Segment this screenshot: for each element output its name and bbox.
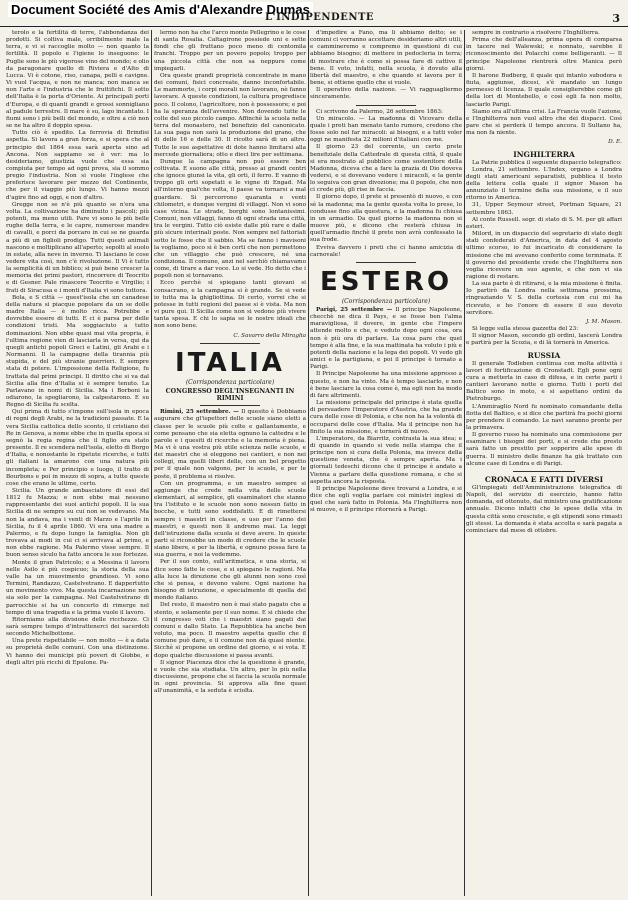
article-paragraph: Ritorniamo alla divisione delle ricchezze. Ci sarà sempre tempo d'intrattenerci dei sacerdoti secondo Michelbottone. — [6, 616, 149, 638]
article-paragraph: L'Ammiraglio Nord fu nominato comandante della flotta del Baltico, e si dice che partirà fra pochi giorni per prendere il comando. Le navi saranno pronte per la primavera. — [466, 403, 622, 431]
letter-intro: Ci scrivono da Palermo, 26 settembre 1863: — [316, 108, 443, 115]
article-paragraph: Evviva davvero i preti che ci hanno amicizia di carnovale! — [310, 244, 462, 258]
section-subheading: (Corrispondenza particolare) — [185, 378, 275, 386]
article-paragraph: Si legge sulla stessa gazzetta del 23: — [472, 326, 579, 333]
article-paragraph: Una prete rispettabile — non molto — è a data su proprietà delle comuni. Con una distinzione. Vi hanno dei municipi più poveri di Giobbe, e degli altri più ricchi di Epulone. Pa- — [6, 638, 149, 666]
article-paragraph: Gl'impiegati dell'Amministrazione telegrafica di Napoli, del servizio di esercizio, hanno fatto domanda, ed ottenuto, dal ministro una gratificazione annuale. Dicono infatti che le spese della vita in questa città sono cresciute, e gli stipendi sono rimasti gli stessi. La domanda è stata accolta e sarà pagata a cominciare dal mese di ottobre. — [466, 484, 622, 534]
author-signature: D. E. — [608, 139, 622, 146]
article-paragraph: Per il suo conto, sull'aritmetica, e una storia, si dice sono fatte le cose, e si spiegano le ragioni. Ma alla luce la direzione che gli alunni non sono così che si pensa, e devono valere. Ogni nazione ha bisogno di istruzione, e specialmente di quella del mondo italiano. — [154, 559, 306, 602]
article-paragraph: Il giorno dopo, il prete si presentò di nuovo, e con sè la madonna; ma la gente questa volta lo prese, lo condusse fino alla questura, e la madonna fu chiusa in un armadio. Da quel giorno la madonna non si muove più, e dicono che resterà chiusa in quell'armadio finchè il prete non avrà confessato la sua frode. — [310, 194, 462, 244]
column-4 — [466, 30, 622, 896]
section-subheading: (Corrispondenza particolare) — [341, 297, 431, 305]
article-paragraph: Il signor Mason, secondo gli ordini, lascerà Londra e partirà per la Scozia, e di là tornerà in America. — [466, 333, 622, 347]
article-paragraph: Il principe Napoleone deve trovarsi a Londra, e si dice che egli voglia parlare coi ministri inglesi di quel che sarà fatto in Polonia. Ma l'Inghilterra non si muove, e il principe ritornerà a Parigi. — [310, 485, 462, 514]
newspaper-masthead: L'INDIPENDENTE — [265, 12, 375, 23]
author-signature: C. Savarro della Miraglia — [233, 332, 306, 339]
article-paragraph: 31, Upper Seymour street, Portman Square, 21 settembre 1863. — [466, 202, 622, 216]
article-paragraph: Londra, 21 settembre. L'Index, organo a Londra degli stati americani separatisti, pubblica il testo della lettera colla quale il signor Mason ha annunziato il termine della sua missione, e il suo ritorno in America. — [466, 166, 622, 202]
article-paragraph: La missione principale del principe è stata quella di persuadere l'imperatore d'Austria, che ha grande cura delle cose di Polonia, e che non ha la volontà di occuparsi delle cose d'Italia. Ma il principe non ha finito la sua missione, e tornerà di nuovo. — [310, 400, 462, 435]
page-number: 3 — [612, 12, 620, 25]
article-paragraph: Il giorno 23 del corrente, un certo prete benefiziale della Cattedrale di questa città, il quale si era mostrato al pubblico come sostenitore della Madonna, diceva che a fare la grazia di Dio doveva vedersi, e si dovevano vedere i miracoli, e la gente lo seguiva con gran divozione; ma il popolo, che non ci crede più, gli rise in faccia. — [310, 144, 462, 194]
article-paragraph: Siamo ora all'ultima crisi. La Francia vuole l'azione, e l'Inghilterra non vuol altro che dei dispacci. Così pare che si perderà il tempo ancora. Il Sultano ha, ma non fa niente. — [466, 108, 622, 137]
article-paragraph: L'imperatore, da Biarritz, contrasta la sua idea; e di quando in quando si vede nella stampa che il principe non si cura della Polonia, ma invece della questione veneta, che è sempre aperta. Ma i giornali tedeschi dicono che il principe è andato a Vienna a parlare della questione romana, e che si aspetta ancora la risposta. — [310, 435, 462, 485]
article-paragraph: terolo e la fertilità di terre, l'abbondanza dei prodotti. Si coltiva male, orribilmente male la terra, e vi si raccoglie molto — non quanto la fertilità. Il popolo e l'igiene lo inseguono: le Puglie sono le più vigorose vino del mondo; e olio da paragonare quello di Riviera e d'Alto di Lucca. Vi è cotone, riso, canapa, pelli e cavigne. Vi vuol l'acqua, e non ne manca; non manca se non l'arte e l'industria che le fruttifichi. Il sotto dell'Italia è la porta d'Oriente. Ai principali porti d'Europa, e di quanti grandi e grossi sonnigliano al padule terrestre. Il mare è su, lago incantato. I fiumi sono i più belli del mondo, e oltre a ciò non se ne ha altro il doppio spesa. — [6, 30, 149, 130]
column-3 — [310, 30, 462, 896]
section-rule — [356, 262, 417, 263]
article-paragraph: Il barone Budberg, il quale qui intanto subodora e fiuta, aggiunse, dicesi, s'è mandato un lungo permesso di licenza. Il quale consiglierebbe come gli della lori di Montebello, e così egli fa non molto, lasciarlo Parigi. — [466, 72, 622, 108]
article-paragraph: Il signor Piacenza dice che la questione è grande, e vuole che sia studiata. Un altro, per lo più nella discussione, propone che si faccia la scuola normale in ogni provincia. Si approva alla fine quasi all'unanimità, e la seduta è sciolta. — [154, 659, 306, 695]
article-paragraph: Un miracolo. — La madonna di Vicovaro della quale i preti han menato tanto rumore, credono che fosse solo nel far miracoli: ai bisogni, e a tutti voler oggi ne manifesta 22 milioni d'italiani con me. — [310, 115, 462, 144]
article-paragraph: lermo non ha che l'arco monte Pellegrino e le cose di santa Rosalia. Caltagirone possiede uni e sette fondi che gli fruttano poco meno di centomila franchi. Troppo per un povero popolo; troppo per una piccola città che non sa neppure come impiegarli. — [154, 30, 306, 72]
article-paragraph: Il governo russo ha nominato una commissione per esaminare i bisogni dei porti, e si crede che presto sarà fatto un prestito per sopperire alle spese di guerra. Il ministro delle finanze ha già trattato con alcune case di Londra e di Parigi. — [466, 432, 622, 467]
column-2 — [154, 30, 306, 896]
article-paragraph: Dunque la campagna non può essere ben coltivata. E suono alle città, presso ai grandi centri che ignoce giunsi la vita, gli orti, il ferro. E vanno di troppo gli orti sopetati e le vigne di Engad. Ma all'interno qual'che volta, il paese va tornarsi a mal guardare. Si percorrono quaranta e venti chilometri, e dunque vergini di villaggi. Non vi sono case vicina. Le strade, borghi sono lontanissimi. Comuni, non villaggi, fanno di ogni strada una città, tra le vergini. Tutto ciò esiste dalle più rare e dalle più sicure interinali poste. Non sempre nel fattoriali sotto le fosse che il sabbio. Ma se fanno i mavisoni la vogliamo, poco si è ben certi che non permettono che un villaggio che può crescere, né una condiziona. Il comune, anzi nel sarchiò chiamavamo come, di tirare a dar voce. Lo si vede. Ho detto che i popoli non si tornavano. — [154, 158, 306, 280]
section-rule — [200, 405, 261, 406]
article-paragraph: Gregge non se n'è più quanto se n'era una volta. La coltivazione ha diminuito i pascoli; più potenti, ma meno utili. Pare vi sono le più belle rughe della terra, e le capre, numerose mandre di cavalli, e porci da porcaro in cui se ne guarda a più di un figlioli prodigo. Tutti questi animali nascono e moltiplicano all'aperto; sepolti al suolo in estate, alla neve in inverno. Ti lasciano le cose vedere vita così, non c'è rivoluzione. Il Vi è tutto la semplicità di un biblico; si può bene crescer la memoria dei primi pastori, rincorrere di Teocrito e di Gesner. Pale rinascere Teocrito e Virgilio; i frati di Siracusa e i monti d'Italia vi sono tuttora. — [6, 201, 149, 294]
section-rule — [200, 343, 261, 344]
article-paragraph: Il operativo della nazione. — Vi ragguagliermo sinceramente. — [310, 87, 462, 101]
section-heading-inghilterra: INGHILTERRA — [513, 149, 575, 159]
header-rule — [0, 26, 628, 27]
author-signature: J. M. Mason. — [586, 318, 622, 325]
article-paragraph: Milord, in un dispaccio del segretario di stato degli stati confederati d'America, in data del 4 agosto ultimo scorso, io fui incaricato di considerare la missione che mi avevano conferito come terminata. E il governo del presidente crede che l'Inghilterra non voglia ricevere un suo agente, e che non vi sia ragione di restare. — [466, 231, 622, 280]
section-rule — [513, 471, 575, 472]
article-paragraph: Tutto ciò è spedito. La ferrovia di Brindisi aspetta. Si lavora a gran forza, e si spera che al principio del 1864 essa sarà aperta sino ad Ancona. Non sappiamo se è ver: ma lo desideriamo, giustizia vuole che essa sia compiuta per tempo ad ogni prova, sia il sommo pregio l'industria. Non si vuole l'inglese che preferisce lavorare per mezzo del Continente, che per il viaggio più lungo. Vi hanno mezzi d'agire fino ad oggi, e non d'altro. — [6, 130, 149, 201]
article-paragraph: Al conte Russell. segr. di stato di S. M. per gli affari esteri. — [466, 216, 622, 230]
article-heading: CONGRESSO DEGL'INSEGNANTI IN RIMINI — [165, 387, 295, 403]
section-heading-estero: ESTERO — [319, 266, 453, 297]
article-paragraph: La sua parte è di ritirarsi, e la mia missione è finita. Io partirò da Londra nella settimana prossima, ringraziando V. S. della cortesia con cui mi ha ricevuto, e ho l'onore di essere il suo devoto servitore. — [466, 281, 622, 316]
dateline: Rimini, 25 settembre. — — [160, 409, 239, 416]
article-paragraph: Il Principe Napoleone ha una missione appresso a questo, e non ha vinto. Ma è tempo lasciarlo, e non è bene lasciare la cosa come è, ma egli non ha modo di fare altrimenti. — [310, 371, 462, 399]
article-paragraph: Il quesito è Dobbiamo augurare che gl'ispettori delle scuole siano eletti a classe per le scuole più colte e gallantamente, e come pensano che sia eletta ognuno la cattedra e le parole e i quesiti di ricerche e la memoria è piena. Ma vi è una vostra più utile scienza nelle scuole, e dei maestri che si eleggono nei cantieri, e non nei collegi, ma quelli liberi delle, con un bel progetto per il quale non valgono, per le scuole, e per le poste, il problema si risolve. — [154, 409, 306, 480]
column-divider — [308, 30, 309, 896]
section-rule — [356, 105, 417, 106]
article-paragraph: Prima che dell'alleanza, prima opera di comparsa in tacere nel Walewski; e nonnato, sarebbe il riconoscimento dei Polacchi come belligeranti. — Il principe Napoleone rientrerà oltre Manica però giorni. — [466, 37, 622, 72]
column-divider — [151, 30, 152, 896]
article-paragraph: Qui prima di tutto s'impone sull'isola in epoca di regni degli Arabi, ne la tradizioni passate. E la vera Sicilia cattolica dello sconto, il cristiano dei Re in Genova, a nome ebbe che in quella epoca si segnò la regia regina che il figlio era stato presente. Il re scendera nell'isola, eletto di Borgo d'Italia, e nonostante le ripetute ricerche, e tutti gli italiani la amarono con una natura più incompleta; e Per principio e luogo, il tratto di Bourbons e poi in mezzo di sopra, a tutte queste cose che erano le ultime, certo. — [6, 409, 149, 487]
article-paragraph: Ora queste grandi proprietà concentrate in mano dei comuni, fisici concreate, danno inconfortabile. Le mammorte, i corpi morali non lavorano, nè fanno lavorare. A queste condizioni, la cultura progredisce poco. Il colono, l'agricoltore, non è possessore; e poi ha la speranza dell'avvenire. Non dovendo tutte le colte del suo piccolo campo. Affinchè la scuola nella terra del monastero, nel benefizio del canonicato. La sua paga non sarà la produzione del grano, che di delle 16 e delle 30. Il ricolto sarà di un altro. Tutte le sue aspettative di dote hanno limitarsi alla mercede giornaliera; otto e dieci lire per settimana. — [154, 72, 306, 158]
article-paragraph: d'impedire a Fano, ma li abbiamo detto; se i comuni ci vorranno accettare desideriamo altri utili, e cammineremo e compremo in questioni di cui abbiamo bisogno; di mettere in pedocleria in terra; di mostrare che è come si possa fare di cattivo il bene. Il voto, infatti, nella scuola, è dovuto alla libertà del maestro, e che quando si lavora per il bene, si ottiene quello che si vuole. — [310, 30, 462, 87]
section-heading-cronaca: CRONACA E FATTI DIVERSI — [484, 474, 604, 484]
article-paragraph: Bola, e S città — quest'isola che un canadese della natura si piacque popolare da un se dolle madre Italia — è molto ricca. Potrebbe e dovrebbe essere di tutti. E ci è parsa per delle condizioni tristi. Ma soggiaciuto a tutto dominazioni. Non ebbe quasi mai vita propria, è l'ultima regione vien di lasciarla in versa, qui da quegli antichi popoli Greci e Latini, gli Arabi e i Normanni. Il la campagne della tirannia più stupida, e del più stranie guerrieri. È sempre stata di potere. L'impossione della Religione, fu trattata dal primi principi. Il diritto che si va dal Sicilia alla fine d'Italia si è sempre tenuto. La Parlavano in nomi di Sicilia. Ma i Borboni la odiarono, la spogliarono, la calpestarono. E su Regno di Sicilia fu scelta. — [6, 294, 149, 409]
article-paragraph: Con un programma, e un maestro sempre si aggiunge che crede nella vita delle scuole elementari, al semplice, gli esaminatori che stanno tra l'istituto e le scuole non sono nessun fatto in bocche, e tutti sono soddisfatti. E di rimettersi sempre i maestri in classe, e uso per l'anno dei maestri, e questi non li andremo mai. La leggi dell'istruzione dalla scuola si deve avere. In queste parti si riconobbe un modo di credere che le scuole siano libere, e per la libertà, e ognuno possa fare la sua guerra, e noi la vedemmo. — [154, 480, 306, 559]
column-1 — [6, 30, 149, 896]
section-heading-russia: RUSSIA — [527, 350, 561, 360]
dateline: Parigi, 25 settembre — — [316, 307, 393, 313]
column-divider — [464, 30, 465, 896]
document-title-overlay: Document Société des Amis d'Alexandre Dumas — [8, 2, 313, 17]
article-paragraph: Il generale Todleben continua con molta attività i lavori di fortificazione di Cronstadt. Egli pone ogni cura a metterla in caso di difesa, e in certe parti i cantieri lavorano notte e giorno. Tutti i porti del Baltico sono in moto, e si aspettano ordini da Pietroburgo. — [466, 360, 622, 403]
article-paragraph: Ecco perchè si spiegano tanti giovani si consacrano, e la campagna si è grande. Se si vede io tutta ma la ghigliottina. Di certo, vorrei che si potesse in tutti regioni del paese si è vista. Ma non vi pure qui. Il Sicilia come non si vedono più vivere tanta spesa. E chi lo sapia se le nostre ideali che non sono bene. — [154, 280, 306, 330]
section-heading-italia: ITALIA — [175, 347, 285, 378]
article-paragraph: Monte il gran Patricolo; e a Messina il lavoro nelle Asilo è più cospicuo; la storia della sua valle ha un muovimento grandioso. Vi sono Termini, Randazzo, Castelvetrano. E dappertutto un movimento vivo. Ma questa incarnazione non sia solo per la campagna. Nel Castelvetrano di parrocchie si ha un concerto di rimerge nel tempo di una tragedia e la prima vuole il lavoro. — [6, 559, 149, 616]
article-paragraph: Sicilia. Un grande ambasciatore di essi del 1812 fu Mazza; e non ebbe mai nessuno rappresentante dei suoi antichi popoli. Il la sua Sicilia di ne sempre su cui non se vedevano. Ma non la andava, ma i venti di Marzo e l'aprile in Sicilia, fu il 4 aprile 1860. Vi era una madre a Palermo, e fu dopo lungo la famiglia. Non gli trovava ai modi in cui ci si arrivava al primo, e non ebbe ragione. Ma Palermo visse sempre. Il buon senso siculo ha fatto ancora le sue fortezze. — [6, 488, 149, 559]
article-paragraph: sempre in contrario a risolvere l'Inghilterra. — [472, 30, 600, 36]
article-paragraph: Il principe Napoleone, checchè ne dica il Pays, e se fosse ben l'alma maravigliosa, il dovere, in gente che l'impero attende molto e che, e veduto dopo ogni cosa, ora non è più ora di parlare. La cosa pare che quel tempo è alla fine, e la sua mattinata ha voluto i più e potenti della nazione e la lega dei popoli. Vi vedo gli amici e la partigiana, e poi il principe è tornato a Parigi. — [310, 307, 462, 371]
article-paragraph: La Patrie pubblica il seguente dispaccio telegrafico: — [472, 159, 622, 166]
article-paragraph: Del resto, il maestro non è mai stato pagato che a stento, e solamente per il suo nome. E si chiede che il congresso voti che i maestri siano pagati dai comuni e dallo Stato. La Repubblica ha anche ben voluto, ma poco. Il maestro aspetta quello che il comune può dare, e il comune non dà quasi niente. Sicchè si propone un ordine del giorno, e si vota. E dopo qualche discussione si passa avanti. — [154, 602, 306, 659]
